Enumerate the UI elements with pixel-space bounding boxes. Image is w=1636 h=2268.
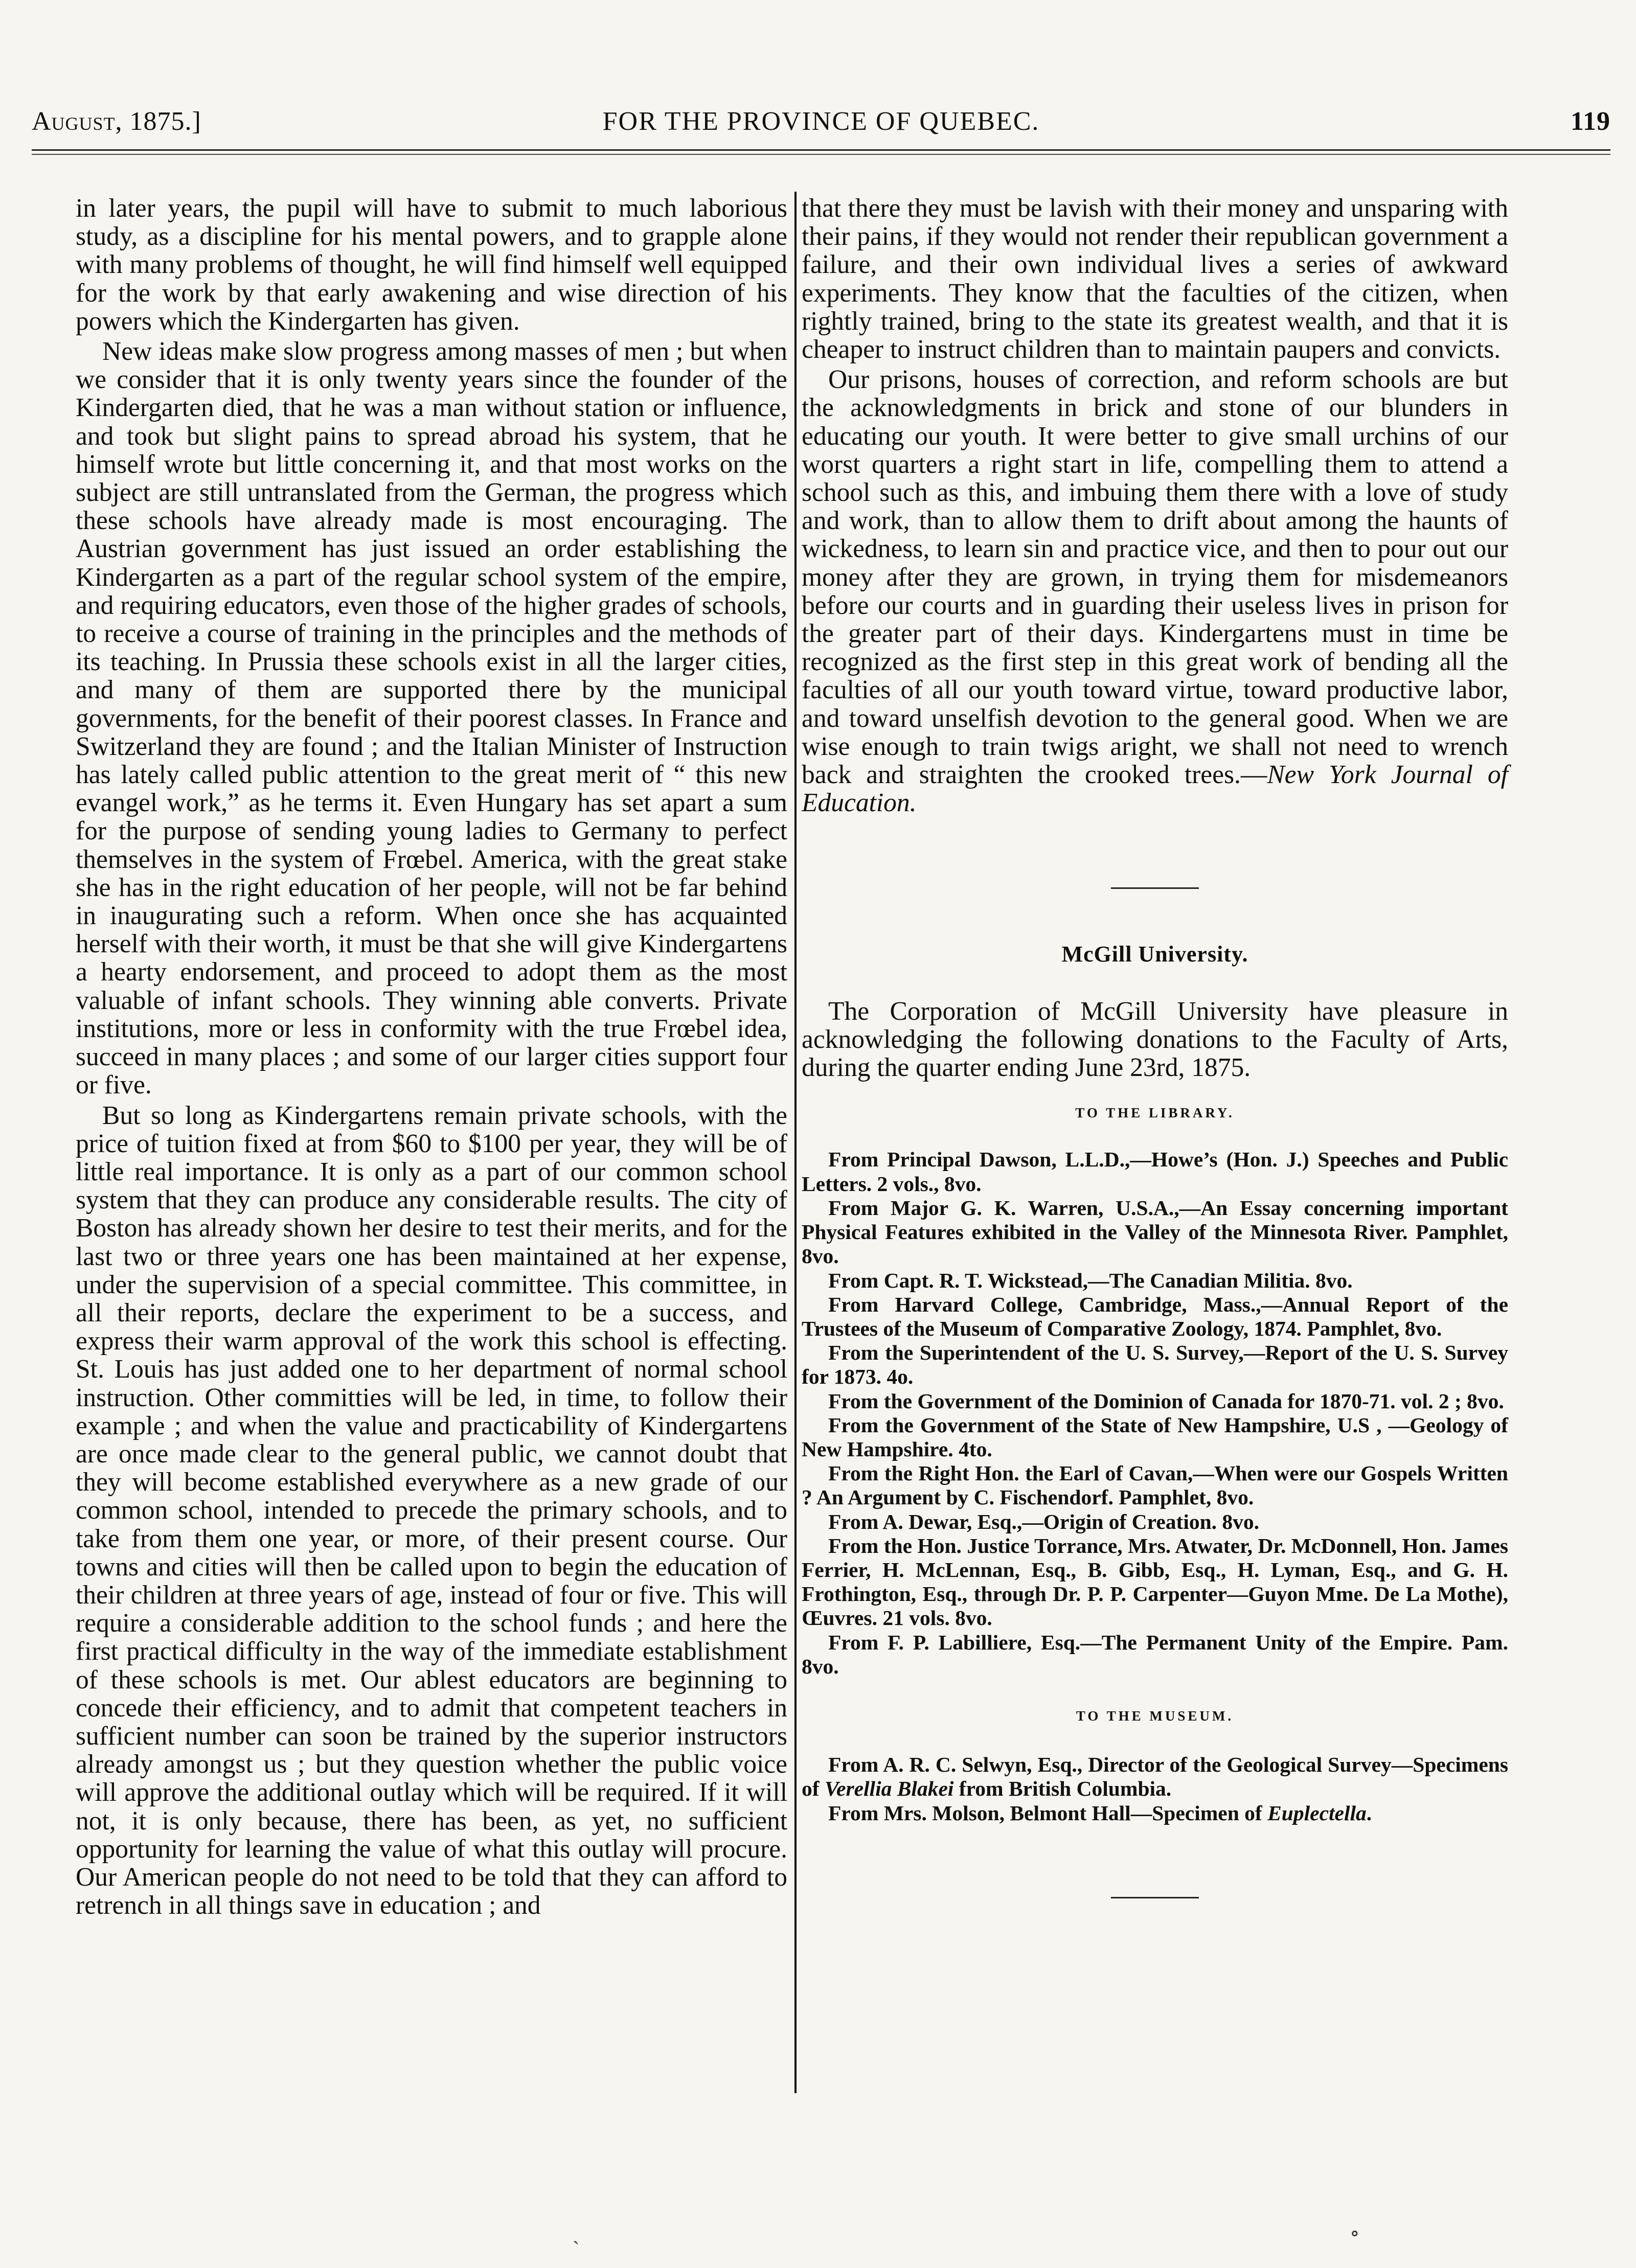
list-item: From the Government of the State of New Hampshire, U.S , —Geology of New Hampshire. 4to. [802, 1413, 1508, 1461]
paragraph: New ideas make slow progress among masses of men ; but when we consider that it is only twenty years since the founder of the Kindergarten died, that he was a man without station or influence, and took but slight pains to spread abroad his system, that he himself wrote but little concerning it, and that most works on the subject are still untranslated from the German, the progress which these schools have already made is most encouraging. The Austrian government has just issued an order establishing the Kindergarten as a part of the regular school system of the empire, and requiring educators, even those of the higher grades of schools, to receive a course of training in the principles and the methods of its teaching. In Prussia these schools exist in all the larger cities, and many of them are supported there by the municipal governments, for the benefit of their poorest classes. In France and Switzerland they are found ; and the Italian Minister of Instruction has lately called public attention to the great merit of “ this new evangel work,” as he terms it. Even Hungary has set apart a sum for the purpose of sending young ladies to Germany to perfect themselves in the system of Frœbel. America, with the great stake she has in the right education of her people, will not be far behind in inaugurating such a reform. When once she has acquainted herself with their worth, it must be that she will give Kindergartens a hearty endorsement, and proceed to adopt them as the most valuable of infant schools. They winning able converts. Private institutions, more or less in conformity with the true Frœbel idea, succeed in many places ; and some of our larger cities support four or five. [76, 337, 787, 1100]
issue-date: August, 1875.] [32, 107, 201, 136]
column-divider [794, 192, 797, 2093]
left-column [76, 194, 787, 1921]
end-divider [1111, 1897, 1199, 1898]
paragraph: that there they must be lavish with their money and unsparing with their pains, if they would not render their republican government a failure, and their own individual lives a series of awkward experiments. They know that the faculties of the citizen, when rightly trained, bring to the state its greatest wealth, and that it is cheaper to instruct children than to maintain paupers and convicts. [802, 194, 1508, 364]
list-item: From Harvard College, Cambridge, Mass.,—Annual Report of the Trustees of the Museum of Comparative Zoology, 1874. Pamphlet, 8vo. [802, 1292, 1508, 1340]
list-item: From Major G. K. Warren, U.S.A.,—An Essay concerning important Physical Features exhibited in the Valley of the Minnesota River. Pamphlet, 8vo. [802, 1196, 1508, 1268]
museum-list [802, 1753, 1508, 1825]
library-list [802, 1148, 1508, 1678]
page-title: FOR THE PROVINCE OF QUEBEC. [602, 107, 1040, 136]
list-item: From F. P. Labilliere, Esq.—The Permanent Unity of the Empire. Pam. 8vo. [802, 1630, 1508, 1678]
running-head [32, 106, 1610, 142]
source-citation: New York Journal of Education. [802, 760, 1508, 818]
page-number: 119 [1570, 107, 1610, 136]
list-item: From the Government of the Dominion of Canada for 1870-71. vol. 2 ; 8vo. [828, 1389, 1504, 1413]
entry-text: from British Columbia. [953, 1777, 1172, 1801]
intro-paragraph: The Corporation of McGill University have pleasure in acknowledging the following donations to the Faculty of Arts, during the quarter ending June 23rd, 1875. [802, 996, 1508, 1083]
paragraph-text: Our prisons, houses of correction, and reform schools are but the acknowledgments in brick and stone of our blunders in educating our youth. It were better to give small urchins of our worst quarters a right start in life, compelling them to attend a school such as this, and imbuing them there with a love of study and work, than to allow them to drift about among the haunts of wickedness, to learn sin and practice vice, and then to pour out our money after they are grown, in trying them for misdemeanors before our courts and in guarding their useless lives in prison for the greater part of their days. Kindergartens must in time be recognized as the first step in this great work of bending all the faculties of all our youth toward virtue, toward productive labor, and toward unselfish devotion to the general good. When we are wise enough to train twigs aright, we shall not need to wrench back and straighten the crooked trees.— [802, 365, 1508, 790]
species-name: Verellia Blakei [824, 1777, 954, 1801]
list-item: From A. Dewar, Esq.,—Origin of Creation. 8vo. [828, 1509, 1260, 1533]
list-item: From Principal Dawson, L.L.D.,—Howe’s (Hon. J.) Speeches and Public Letters. 2 vols., 8vo. [802, 1148, 1508, 1196]
list-item: From the Hon. Justice Torrance, Mrs. Atwater, Dr. McDonnell, Hon. James Ferrier, H. McLennan, Esq., B. Gibb, Esq., H. Lyman, Esq., and G. H. Frothington, Esq., through Dr. P. P. Carpenter—Guyon Mme. De La Mothe), Œuvres. 21 vols. 8vo. [802, 1533, 1508, 1630]
species-name: Euplectella [1267, 1801, 1367, 1825]
paragraph: But so long as Kindergartens remain private schools, with the price of tuition fixed at from $60 to $100 per year, they will be of little real importance. It is only as a part of our common school system that they can produce any considerable results. The city of Boston has already shown her desire to test their merits, and for the last two or three years one has been maintained at her expense, under the supervision of a special committee. This committee, in all their reports, declare the experiment to be a success, and express their warm approval of the work this school is effecting. St. Louis has just added one to her department of normal school instruction. Other committies will be led, in time, to follow their example ; and when the value and practicability of Kindergartens are once made clear to the general public, we cannot doubt that they will become established everywhere as a new grade of our common school, intended to precede the primary schools, and to take from them one year, or more, of their present course. Our towns and cities will then be called upon to begin the education of their children at three years of age, instead of four or five. This will require a considerable addition to the school funds ; and here the first practical difficulty in the way of the immediate establishment of these schools is met. Our ablest educators are beginning to concede their efficiency, and to admit that competent teachers in sufficient number can soon be trained by the superior instructors already amongst us ; but they question whether the public voice will approve the additional outlay which will be required. If it will not, it is only because, there has been, as yet, no sufficient opportunity for learning the value of what this outlay will procure. Our American people do not need to be told that they can afford to retrench in all things save in education ; and [76, 1101, 787, 1920]
list-item: From the Right Hon. the Earl of Cavan,—When were our Gospels Written ? An Argument by C. Fischendorf. Pamphlet, 8vo. [802, 1461, 1508, 1509]
library-heading: TO THE LIBRARY. [1075, 1105, 1235, 1121]
entry-text: From A. R. C. Selwyn, Esq., Director of the Geological Survey—Specimens of [802, 1753, 1508, 1801]
print-mark: ∘ [1350, 2221, 1360, 2244]
museum-heading: TO THE MUSEUM. [1076, 1708, 1234, 1724]
list-item: From Capt. R. T. Wickstead,—The Canadian Militia. 8vo. [828, 1268, 1353, 1292]
list-item: From the Superintendent of the U. S. Survey,—Report of the U. S. Survey for 1873. 4o. [802, 1341, 1508, 1389]
right-column [802, 194, 1508, 1898]
paragraph [802, 365, 1508, 817]
list-item [802, 1801, 1508, 1825]
section-title: McGill University. [1061, 942, 1248, 967]
entry-text: From Mrs. Molson, Belmont Hall—Specimen of [828, 1801, 1268, 1825]
list-item [802, 1753, 1508, 1801]
entry-text: . [1366, 1801, 1372, 1825]
paragraph: in later years, the pupil will have to submit to much laborious study, as a discipline for his mental powers, and to grapple alone with many problems of thought, he will find himself well equipped for the work by that early awakening and wise direction of his powers which the Kindergarten has given. [76, 194, 787, 336]
header-rule [32, 149, 1610, 155]
print-mark: ˎ [573, 2221, 580, 2244]
